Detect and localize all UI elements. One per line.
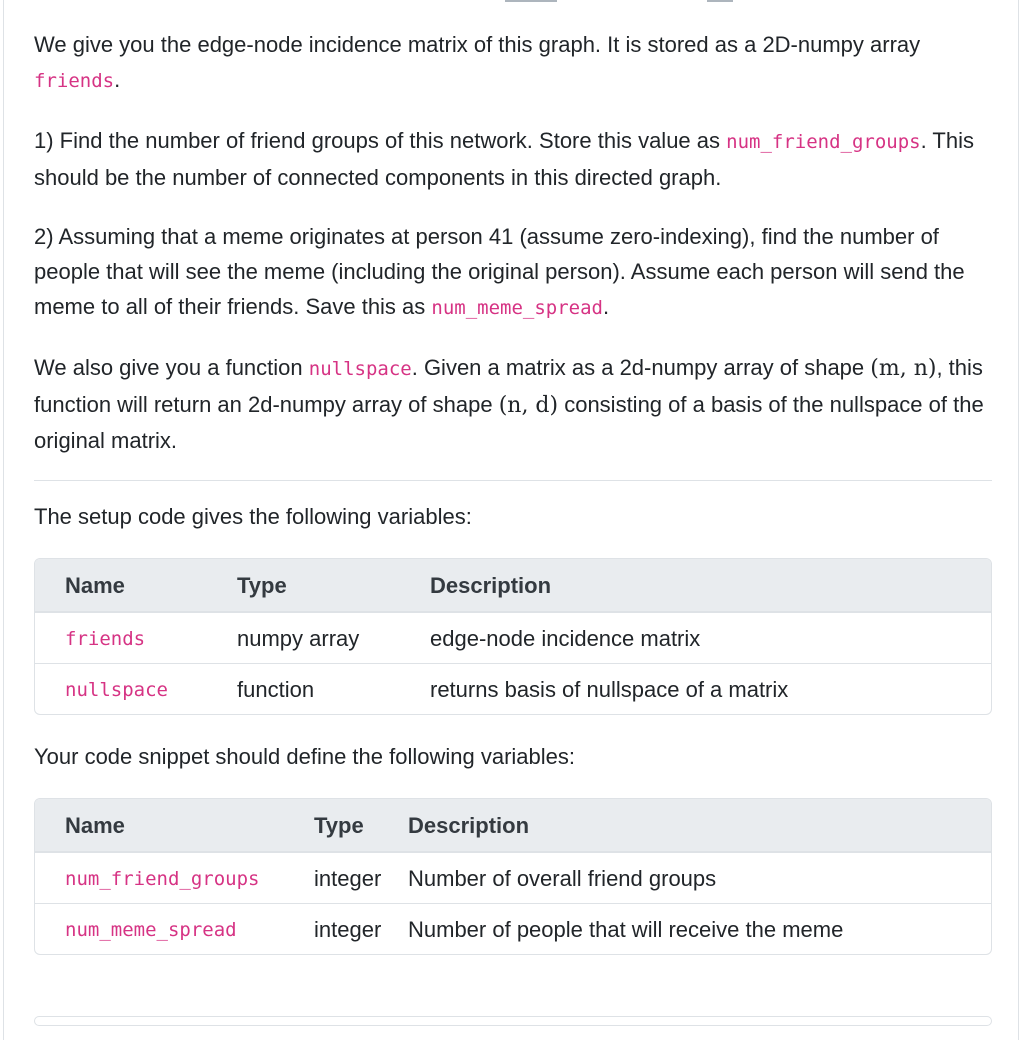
variable-name: num_friend_groups [65,867,260,890]
table-row [35,904,991,955]
table-row [35,664,991,715]
intro-paragraph [34,27,992,99]
define-variables-table [34,798,992,955]
variable-name-cell [35,852,290,904]
table-row [35,612,991,664]
next-panel-edge [34,1016,992,1026]
nullspace-mid1: . Given a matrix as a 2d-numpy array of shape [411,355,871,380]
intro-text: We give you the edge-node incidence matrix of this graph. It is stored as a 2D-numpy array [34,32,921,57]
variable-description-cell: Number of people that will receive the meme [408,916,844,942]
table-header-row [35,799,991,852]
question-2 [34,219,992,326]
variable-type-cell: numpy array [207,612,400,664]
nullspace-paragraph [34,350,992,458]
intro-tail: . [114,67,121,92]
column-header: Description [384,799,991,852]
num-friend-groups-code: num_friend_groups [726,131,921,153]
nullspace-code: nullspace [308,358,412,380]
column-header: Name [35,559,207,612]
variable-name-cell [35,904,290,955]
q2-text: 2) Assuming that a meme originates at person 41 (assume zero-indexing), find the number of people that will see the meme (including the original person). Assume each person will send the meme to all of their friends. Save this as [34,224,965,319]
question-1 [34,123,992,195]
column-header: Type [207,559,400,612]
variable-name-cell [35,612,207,664]
variable-type-cell: integer [314,916,382,942]
variable-type-cell: function [237,676,315,702]
define-heading: Your code snippet should define the following variables: [34,744,575,769]
section-divider [34,480,992,481]
column-header: Description [400,559,991,612]
variable-description-cell: edge-node incidence matrix [400,612,991,664]
num-meme-spread-code: num_meme_spread [431,297,603,319]
variable-name: num_meme_spread [65,918,237,941]
q1-suffix: . This should be the number of connected components in this directed graph. [34,128,974,190]
setup-variables-table [34,558,992,715]
nullspace-suffix: consisting of a basis of the nullspace of the original matrix. [34,392,984,453]
friends-code: friends [34,70,115,92]
top-link-underline [505,0,557,2]
table-header-row [35,559,991,612]
setup-heading: The setup code gives the following variables: [34,504,472,529]
nullspace-prefix: We also give you a function [34,355,309,380]
math-shape-nd: (n, d) [498,393,559,418]
variable-description-cell: Number of overall friend groups [384,852,991,904]
nullspace-mid2: , this function will return an 2d-numpy array of shape [34,355,983,417]
variable-type-cell: integer [290,852,384,904]
question-body [34,27,992,979]
variable-description-cell: returns basis of nullspace of a matrix [430,676,789,702]
top-link-underline [707,0,733,2]
table-row [35,852,991,904]
q1-prefix: 1) Find the number of friend groups of this network. Store this value as [34,128,727,153]
q2-tail: . [603,294,610,319]
variable-name-cell [35,664,207,715]
column-header: Type [290,799,384,852]
math-shape-mn: (m, n) [870,356,937,381]
variable-name: nullspace [65,678,168,701]
variable-name: friends [65,627,146,650]
column-header: Name [35,799,290,852]
